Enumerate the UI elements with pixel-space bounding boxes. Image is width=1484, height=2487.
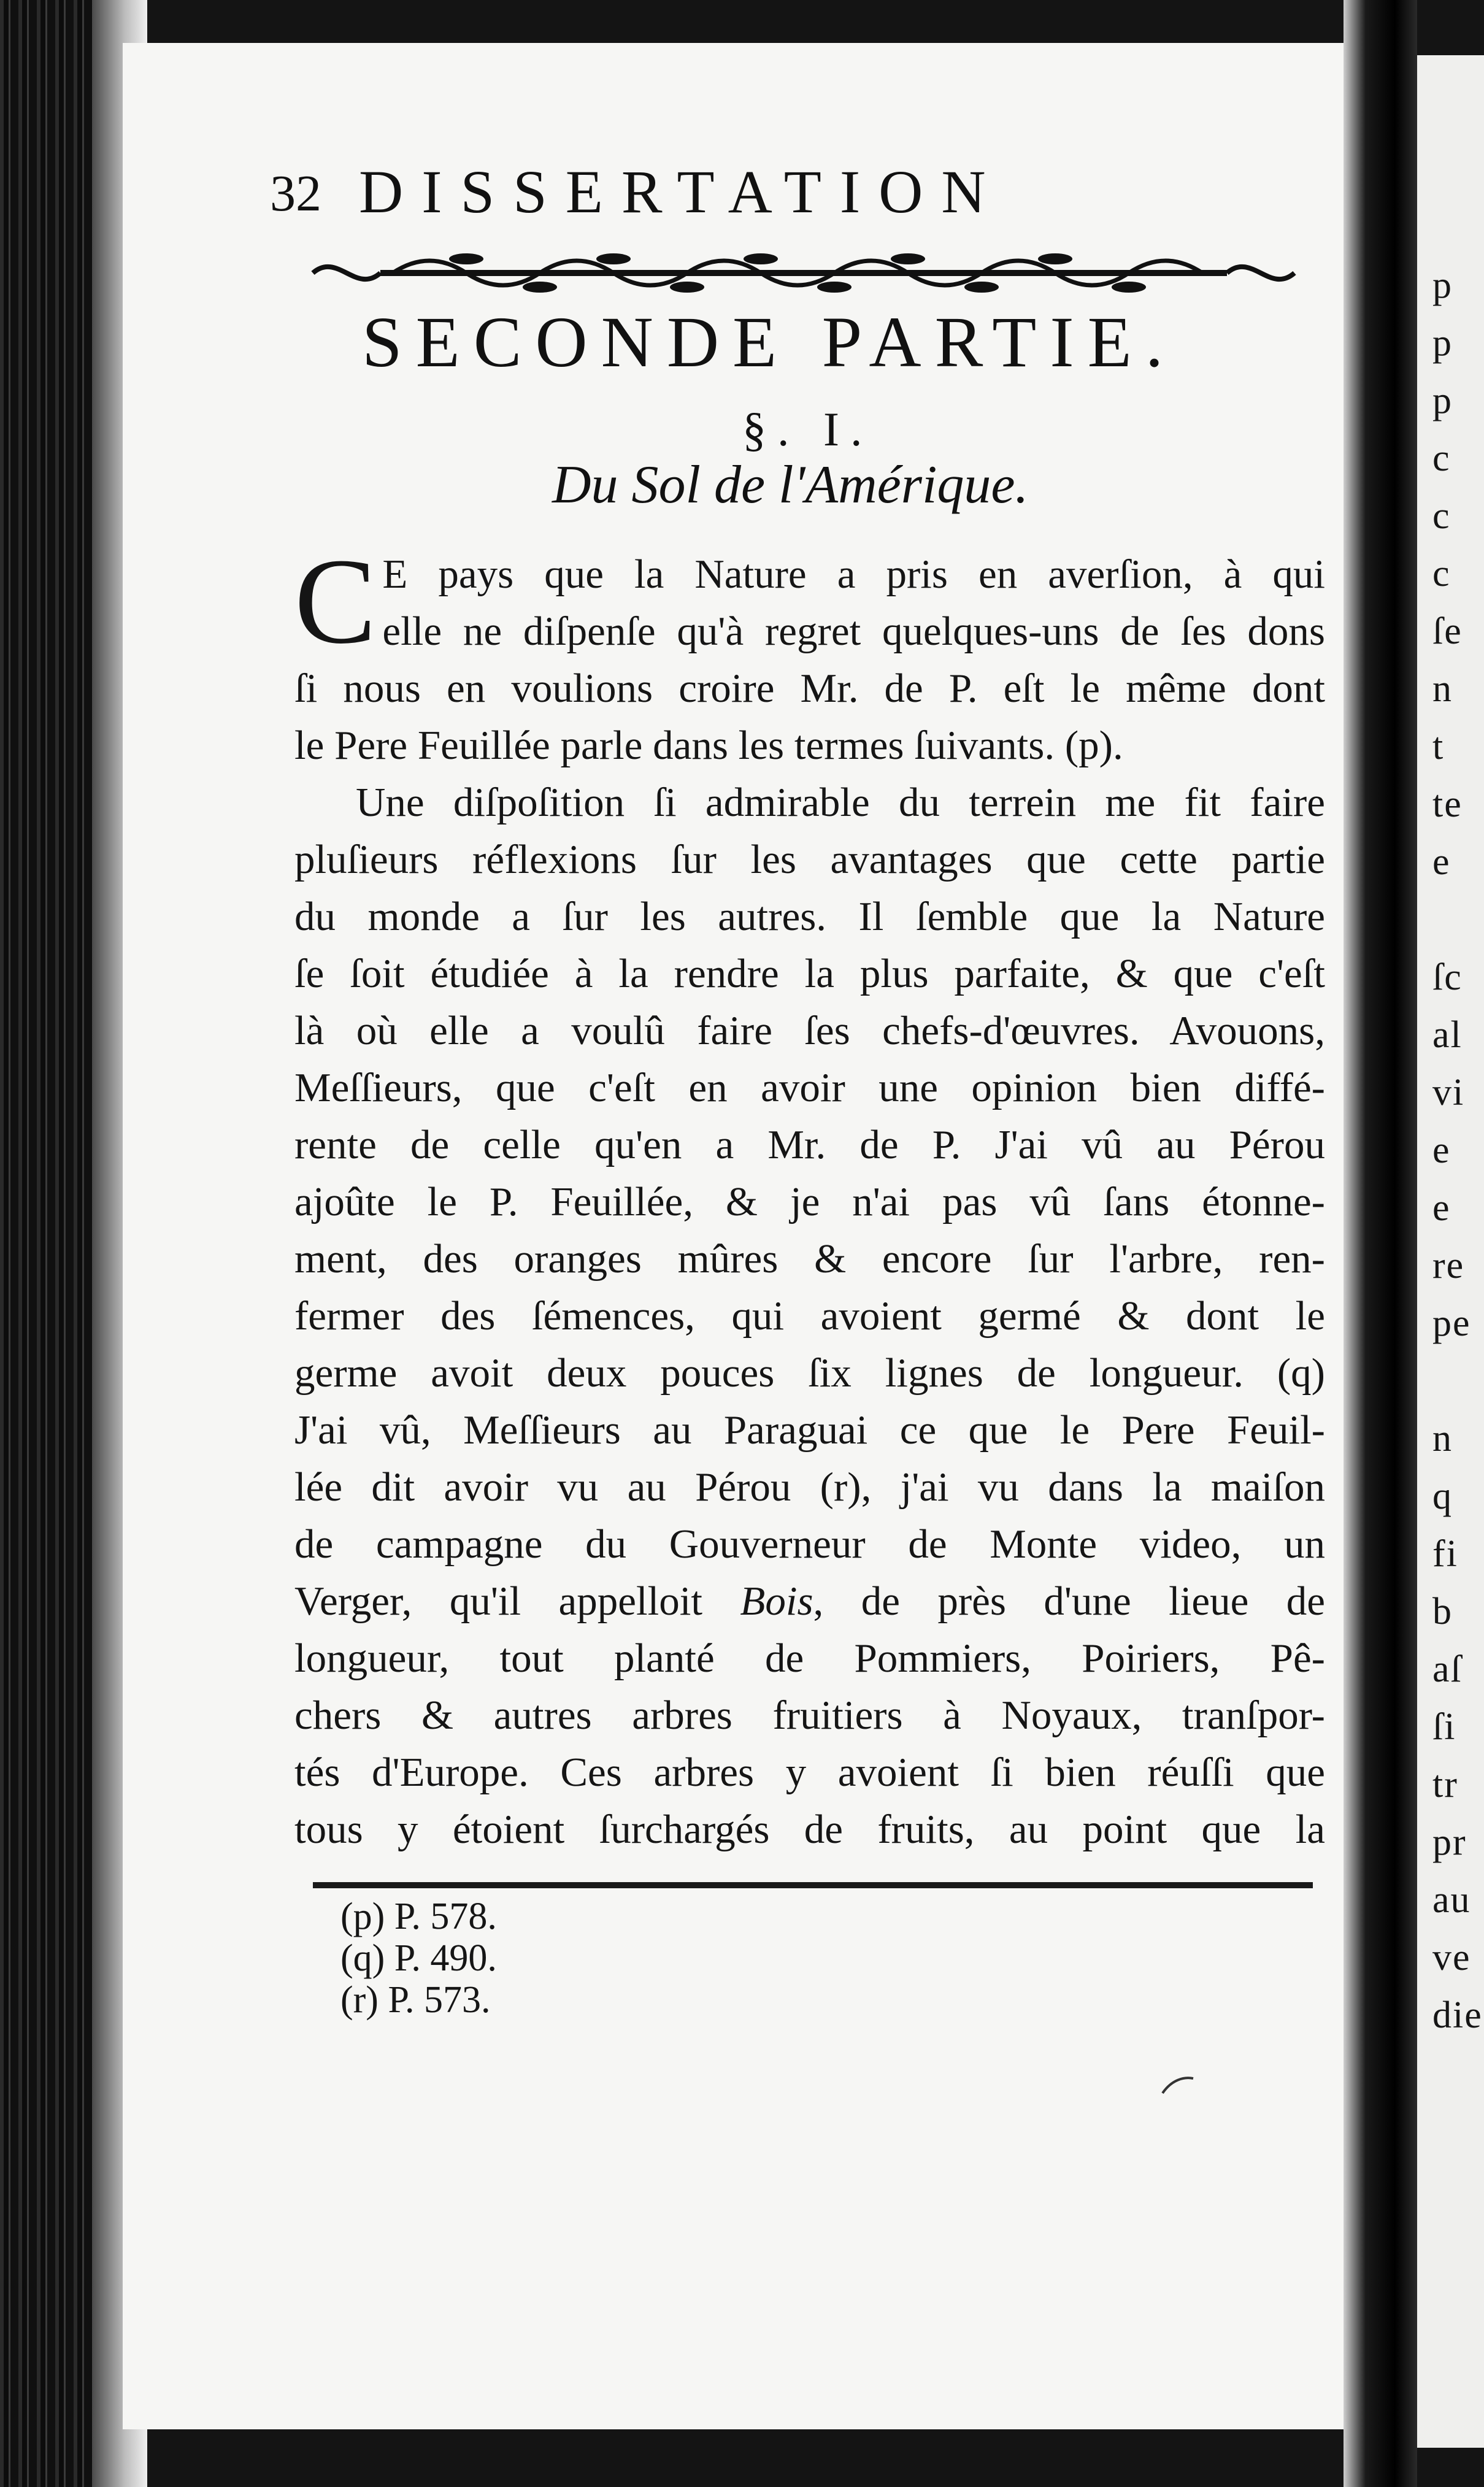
page-number: 32 — [270, 165, 321, 222]
text-line: là où elle a voulû faire ſes chefs-d'œuvres. Avouons, — [294, 1008, 1325, 1053]
text-line: E pays que la Nature a pris en averſion, à qui — [382, 552, 1325, 597]
adjacent-page-fragment: te — [1432, 783, 1463, 825]
adjacent-page-fragment: tr — [1432, 1764, 1458, 1805]
text-line: longueur, tout planté de Pommiers, Poiriers, Pê- — [294, 1636, 1325, 1681]
adjacent-page-fragment: re — [1432, 1245, 1465, 1286]
text-line: Meſſieurs, que c'eſt en avoir une opinion bien diffé- — [294, 1065, 1325, 1110]
adjacent-page-fragment: t — [1432, 726, 1445, 767]
footnotes — [340, 1896, 497, 2021]
adjacent-page-fragment: c — [1432, 437, 1451, 479]
adjacent-page-fragment: b — [1432, 1591, 1453, 1632]
text-line: fermer des ſémences, qui avoient germé & dont le — [294, 1293, 1325, 1339]
text-line: tés d'Europe. Ces arbres y avoient ſi bien réuſſi que — [294, 1750, 1325, 1795]
adjacent-page-fragment: e — [1432, 841, 1451, 883]
text-line: germe avoit deux pouces ſix lignes de longueur. (q) — [294, 1350, 1325, 1396]
page-header — [270, 156, 1190, 224]
adjacent-page-fragment: ve — [1432, 1937, 1471, 1978]
text-line: rente de celle qu'en a Mr. de P. J'ai vû au Pérou — [294, 1122, 1325, 1167]
adjacent-page-fragment: pr — [1432, 1821, 1467, 1863]
text-line-verger — [294, 1573, 1325, 1630]
adjacent-page-fragment: ſe — [1432, 610, 1463, 652]
italic-word: Bois — [740, 1578, 813, 1624]
adjacent-page-fragment: p — [1432, 380, 1453, 421]
body-text — [294, 546, 1325, 1858]
opening-paragraph-start — [294, 546, 1325, 660]
adjacent-page-fragment: p — [1432, 264, 1453, 306]
footnote-r: (r) P. 573. — [340, 1979, 491, 2021]
text-line: du monde a ſur les autres. Il ſemble que la Nature — [294, 894, 1325, 939]
adjacent-page-fragment: q — [1432, 1475, 1453, 1517]
text-line: tous y étoient ſurchargés de fruits, au point que la — [294, 1807, 1325, 1852]
adjacent-page-fragment: ſi — [1432, 1706, 1456, 1748]
text-line: lée dit avoir vu au Pérou (r), j'ai vu dans la maiſon — [294, 1464, 1325, 1510]
text-line: ajoûte le P. Feuillée, & je n'ai pas vû ſans étonne- — [294, 1179, 1325, 1224]
text-line: J'ai vû, Meſſieurs au Paraguai ce que le Pere Feuil- — [294, 1407, 1325, 1453]
adjacent-page-fragment: die — [1432, 1994, 1483, 2036]
part-title: SECONDE PARTIE. — [362, 302, 1177, 382]
adjacent-page-fragment: vi — [1432, 1072, 1465, 1113]
text-fragment: Verger, qu'il appelloit — [294, 1578, 740, 1624]
text-line: Une diſpoſition ſi admirable du terrein me fit faire — [356, 780, 1325, 825]
adjacent-page-fragment: al — [1432, 1014, 1463, 1056]
ornament-divider — [301, 245, 1307, 301]
section-title: Du Sol de l'Amérique. — [552, 455, 1029, 515]
adjacent-page-fragment: pe — [1432, 1302, 1471, 1344]
footnote-p: (p) P. 578. — [340, 1896, 497, 1937]
adjacent-page-fragment: c — [1432, 553, 1451, 594]
text-fragment: , de près d'une lieue de — [813, 1578, 1325, 1624]
adjacent-page-fragment: c — [1432, 495, 1451, 537]
text-line: chers & autres arbres fruitiers à Noyaux, tranſpor- — [294, 1693, 1325, 1738]
text-line: pluſieurs réflexions ſur les avantages que cette partie — [294, 837, 1325, 882]
adjacent-page-fragment: e — [1432, 1187, 1451, 1229]
text-line: elle ne diſpenſe qu'à regret quelques-uns de ſes dons — [382, 609, 1325, 654]
adjacent-page-fragment: n — [1432, 1418, 1453, 1459]
section-mark: §. I. — [742, 402, 874, 456]
text-line: ment, des oranges mûres & encore ſur l'arbre, ren- — [294, 1236, 1325, 1282]
text-line: le Pere Feuillée parle dans les termes ſuivants. (p). — [294, 723, 1123, 768]
adjacent-page-fragment: au — [1432, 1879, 1471, 1921]
adjacent-page-fragment: ſc — [1432, 956, 1463, 998]
adjacent-page-fragment: p — [1432, 322, 1453, 364]
ink-mark — [1159, 2074, 1196, 2098]
footnote-rule — [313, 1882, 1313, 1888]
footnote-q: (q) P. 490. — [340, 1937, 497, 1979]
text-line: de campagne du Gouverneur de Monte video, un — [294, 1521, 1325, 1567]
adjacent-page-fragment: aſ — [1432, 1648, 1463, 1690]
text-line: ſe ſoit étudiée à la rendre la plus parfaite, & que c'eſt — [294, 951, 1325, 996]
adjacent-page-fragment: fi — [1432, 1533, 1458, 1575]
book-spine — [1344, 0, 1417, 2487]
drop-cap: C — [294, 546, 377, 660]
binding-gutter — [0, 0, 92, 2487]
adjacent-page-fragment: e — [1432, 1129, 1451, 1171]
text-line: ſi nous en voulions croire Mr. de P. eſt le même dont — [294, 666, 1325, 711]
adjacent-page-fragment: n — [1432, 668, 1453, 710]
running-title: DISSERTATION — [359, 158, 1004, 226]
